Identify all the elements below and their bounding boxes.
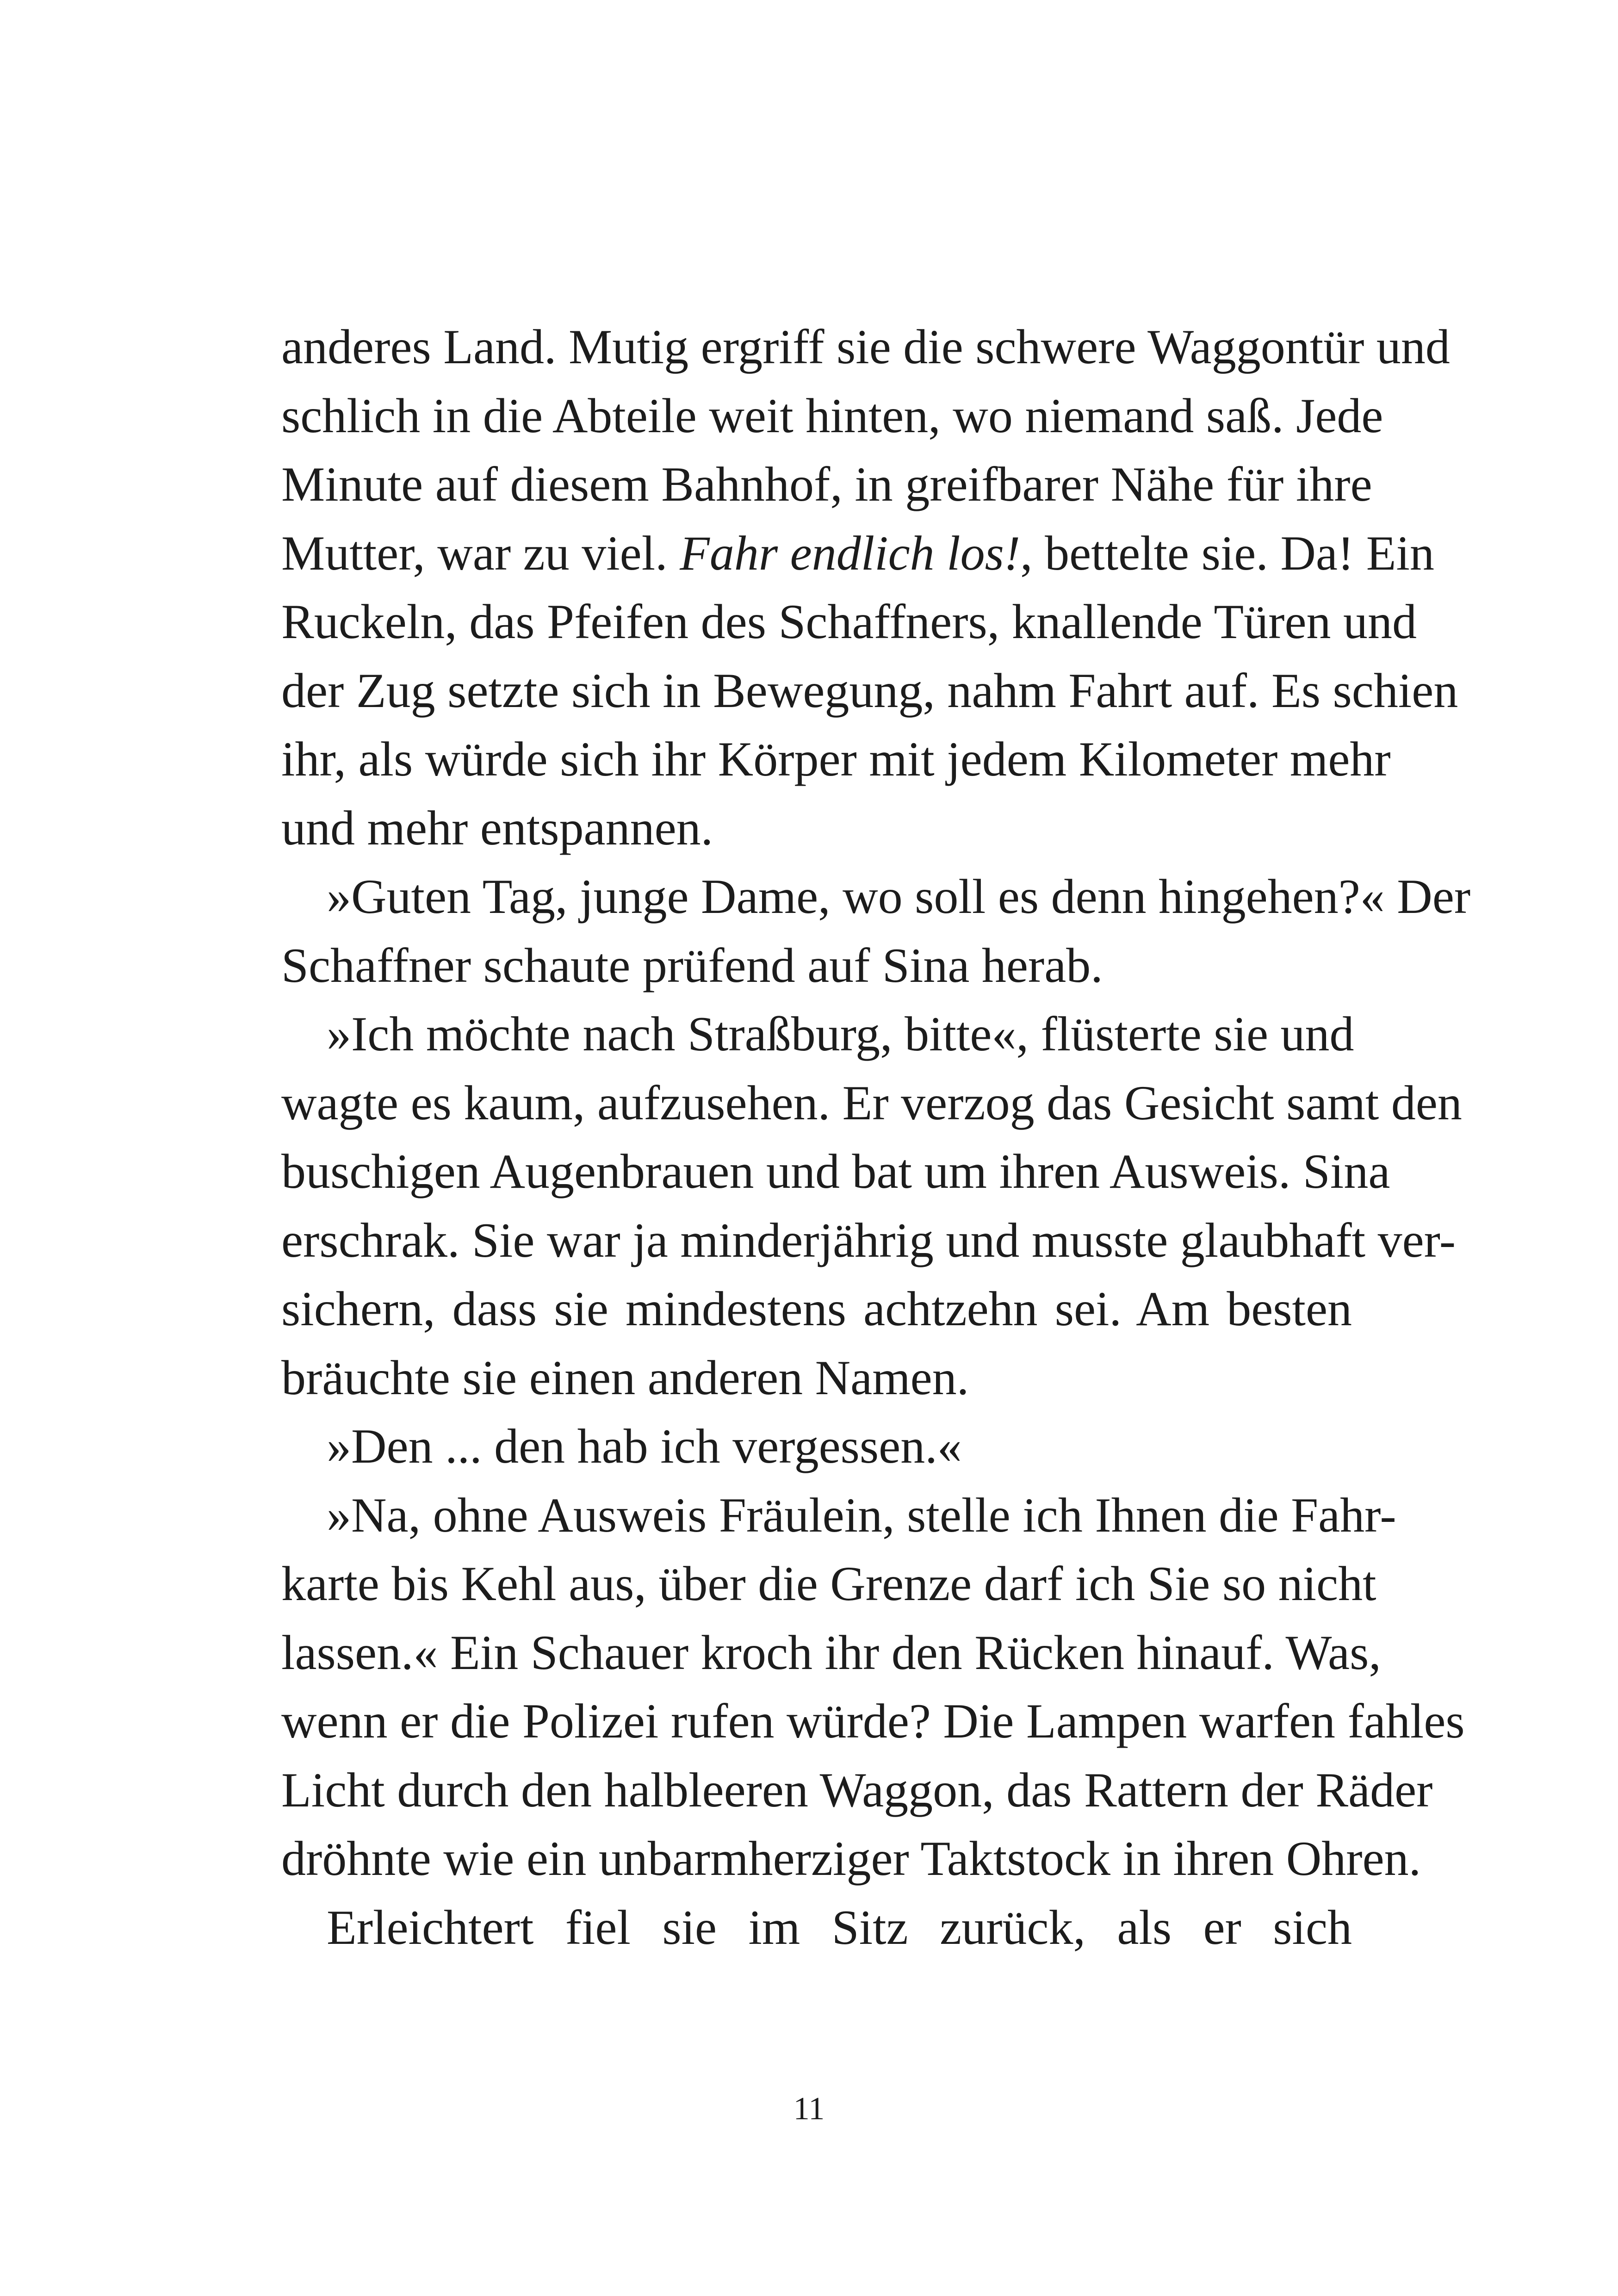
paragraph — [281, 313, 1458, 863]
text-line: ihr, als würde sich ihr Körper mit jedem Kilometer mehr — [281, 732, 1391, 786]
paragraph — [281, 863, 1471, 1000]
paragraph — [281, 1000, 1462, 1412]
text-line: anderes Land. Mutig ergriff sie die schwere Waggontür und — [281, 320, 1450, 374]
text-line: wenn er die Polizei rufen würde? Die Lampen warfen fahles — [281, 1694, 1465, 1748]
text-line: Minute auf diesem Bahnhof, in greifbarer Nähe für ihre — [281, 457, 1372, 511]
text-line: Schaffner schaute prüfend auf Sina herab. — [281, 938, 1103, 993]
text-line: »Na, ohne Ausweis Fräulein, stelle ich Ihnen die Fahr- — [327, 1488, 1396, 1542]
body-text — [281, 313, 1471, 1962]
text-line: bräuchte sie einen anderen Namen. — [281, 1350, 969, 1405]
text-line: schlich in die Abteile weit hinten, wo niemand saß. Jede — [281, 388, 1383, 443]
text-line: und mehr entspannen. — [281, 800, 713, 855]
text-line: »Ich möchte nach Straßburg, bitte«, flüsterte sie und — [327, 1007, 1354, 1061]
paragraph — [281, 1412, 1352, 1481]
text-line: karte bis Kehl aus, über die Grenze darf ich Sie so nicht — [281, 1557, 1376, 1611]
text-line: Licht durch den halbleeren Waggon, das Rattern der Räder — [281, 1762, 1433, 1817]
text-line: Mutter, war zu viel. Fahr endlich los!, bettelte sie. Da! Ein — [281, 526, 1434, 580]
paragraph — [281, 1481, 1465, 1893]
text-line: »Den ... den hab ich vergessen.« — [327, 1419, 962, 1473]
text-line: dröhnte wie ein unbarmherziger Taktstock in ihren Ohren. — [281, 1831, 1421, 1886]
text-line: Erleichtert fiel sie im Sitz zurück, als er sich — [327, 1900, 1352, 1955]
text-line: der Zug setzte sich in Bewegung, nahm Fahrt auf. Es schien — [281, 663, 1458, 718]
text-line: wagte es kaum, aufzusehen. Er verzog das Gesicht samt den — [281, 1075, 1462, 1130]
text-line: erschrak. Sie war ja minderjährig und musste glaubhaft ver- — [281, 1213, 1456, 1267]
text-line: Ruckeln, das Pfeifen des Schaffners, knallende Türen und — [281, 595, 1417, 649]
text-line: »Guten Tag, junge Dame, wo soll es denn hingehen?« Der — [327, 869, 1471, 924]
text-line: sichern, dass sie mindestens achtzehn sei. Am besten — [281, 1282, 1352, 1336]
text-line: buschigen Augenbrauen und bat um ihren Ausweis. Sina — [281, 1144, 1390, 1198]
italic-text: Fahr endlich los! — [680, 526, 1021, 580]
text-line: lassen.« Ein Schauer kroch ihr den Rücken hinauf. Was, — [281, 1625, 1381, 1680]
paragraph — [281, 1893, 1352, 1962]
page-number: 11 — [793, 2091, 825, 2127]
